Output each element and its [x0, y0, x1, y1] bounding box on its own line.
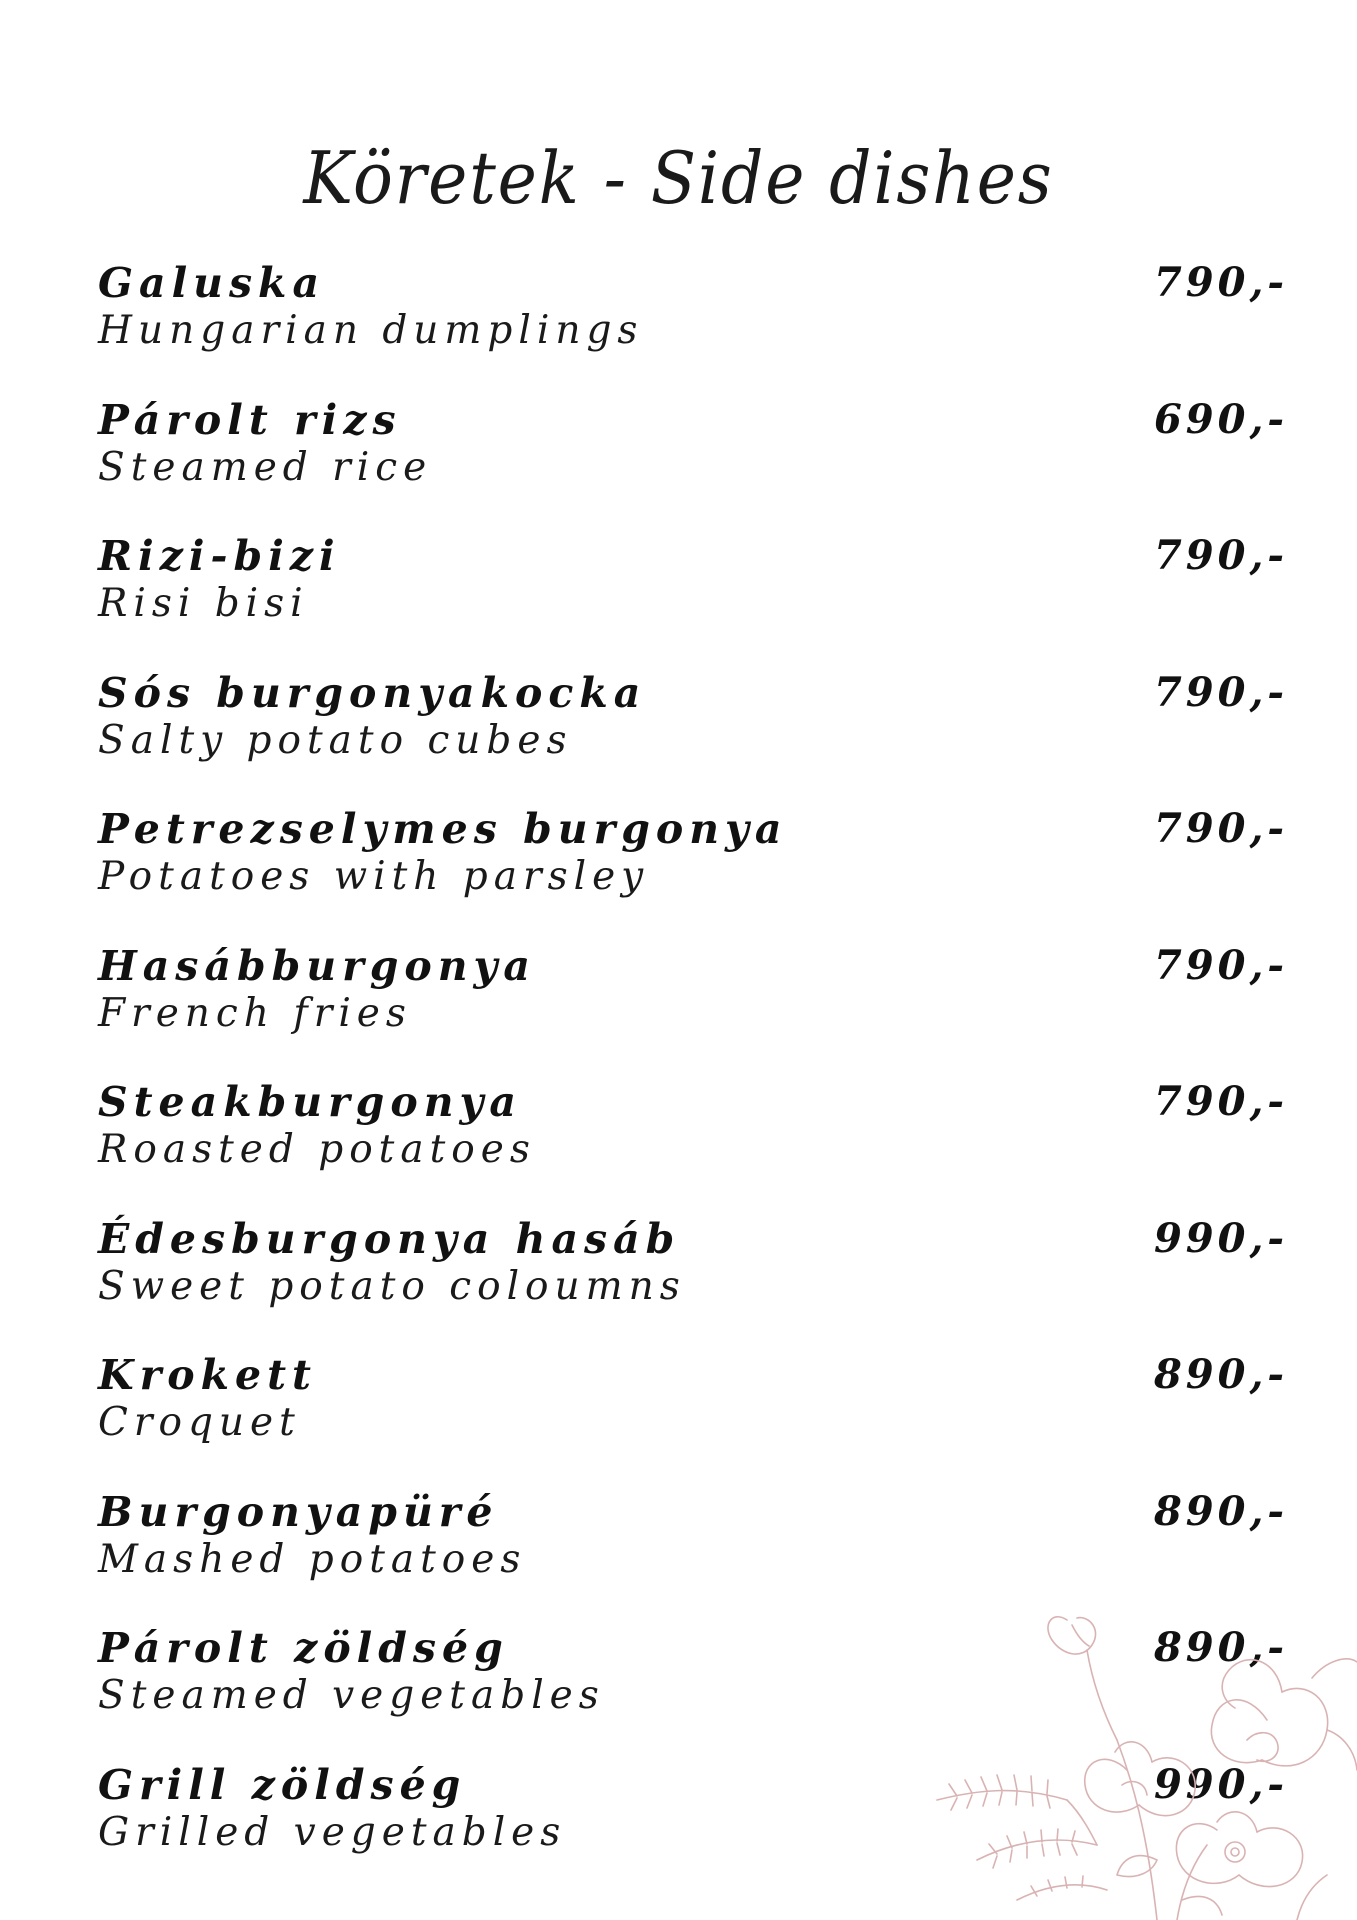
item-price: 990,- [1153, 1214, 1288, 1262]
menu-item [98, 1077, 1288, 1214]
menu-item [98, 941, 1288, 1078]
item-price: 790,- [1153, 259, 1288, 306]
item-description: Roasted potatoes [98, 1127, 536, 1172]
item-price: 790,- [1153, 941, 1288, 989]
item-name: Grill zöldség [98, 1760, 467, 1809]
item-description: Sweet potato coloumns [98, 1263, 686, 1309]
floral-decoration-icon [917, 1600, 1357, 1920]
item-description: Mashed potatoes [98, 1536, 527, 1582]
menu-item [98, 531, 1288, 668]
item-description: Hungarian dumplings [98, 308, 644, 353]
item-description: Steamed rice [98, 444, 433, 490]
item-name: Petrezselymes burgonya [98, 805, 788, 853]
item-price: 990,- [1153, 1760, 1288, 1808]
menu-item [98, 1214, 1288, 1351]
item-name: Párolt rizs [98, 395, 402, 444]
item-price: 890,- [1153, 1487, 1288, 1535]
item-description: Salty potato cubes [98, 717, 573, 763]
item-name: Burgonyapüré [98, 1487, 499, 1536]
item-description: Grilled vegetables [98, 1809, 567, 1855]
item-name: Galuska [98, 259, 326, 307]
item-price: 790,- [1153, 532, 1288, 579]
menu-item [98, 804, 1288, 941]
item-description: French fries [98, 990, 412, 1036]
item-name: Steakburgonya [98, 1078, 522, 1126]
item-price: 790,- [1153, 805, 1288, 852]
item-name: Krokett [98, 1351, 317, 1399]
item-name: Édesburgonya hasáb [98, 1214, 681, 1263]
item-name: Párolt zöldség [98, 1624, 509, 1672]
item-price: 890,- [1153, 1351, 1288, 1398]
floral-lines [937, 1617, 1357, 1920]
item-name: Sós burgonyakocka [98, 668, 647, 717]
item-price: 690,- [1153, 395, 1288, 443]
menu-item [98, 1350, 1288, 1487]
item-description: Potatoes with parsley [98, 854, 650, 899]
menu-item [98, 258, 1288, 395]
menu-item [98, 395, 1288, 532]
item-description: Croquet [98, 1400, 301, 1445]
item-name: Hasábburgonya [98, 941, 536, 990]
menu-item [98, 668, 1288, 805]
item-description: Risi bisi [98, 581, 309, 626]
item-name: Rizi-bizi [98, 532, 341, 580]
page-title: Köretek - Side dishes [303, 136, 1054, 221]
item-price: 790,- [1153, 1078, 1288, 1125]
item-price: 890,- [1153, 1624, 1288, 1671]
item-price: 790,- [1153, 668, 1288, 716]
item-description: Steamed vegetables [98, 1673, 605, 1718]
